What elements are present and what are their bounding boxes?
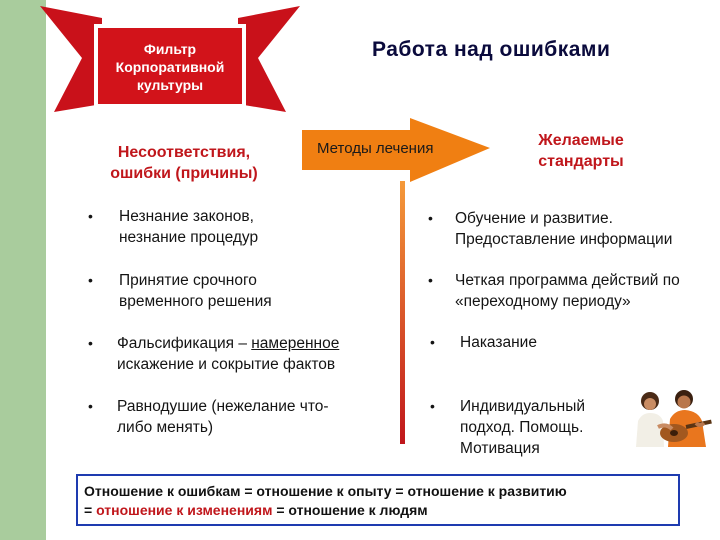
- bullet: •: [88, 335, 93, 351]
- summary-text-part: = отношение к людям: [272, 502, 428, 518]
- bullet: •: [88, 208, 93, 224]
- list-item-line: Незнание законов,: [119, 208, 254, 225]
- header-standards-line: Желаемые: [538, 132, 624, 149]
- list-item-text: Фальсификация –: [117, 335, 252, 352]
- list-item-line: Наказание: [460, 334, 537, 351]
- list-item-line: либо менять): [117, 419, 214, 436]
- summary-line: Отношение к ошибкам = отношение к опыту = отношение к развитию: [84, 483, 567, 499]
- banner-label: [100, 40, 240, 94]
- header-standards-line: стандарты: [538, 153, 624, 170]
- list-item-line: подход. Помощь.: [460, 419, 584, 436]
- list-item-underlined: намеренное: [251, 335, 340, 352]
- guitar-lesson-photo: [628, 387, 714, 447]
- list-item-line: «переходному периоду»: [455, 293, 631, 310]
- list-item: [455, 208, 672, 250]
- list-item-line: искажение и сокрытие фактов: [117, 356, 336, 373]
- list-item-line: Обучение и развитие.: [455, 210, 613, 227]
- column-divider: [400, 181, 405, 444]
- bullet: •: [428, 272, 433, 288]
- header-causes-line: ошибки (причины): [110, 165, 258, 182]
- list-item-line: Принятие срочного: [119, 272, 257, 289]
- header-standards: [506, 130, 656, 172]
- list-item: [455, 270, 717, 312]
- header-methods: Методы лечения: [317, 140, 434, 157]
- list-item-line: Мотивация: [460, 440, 540, 457]
- header-causes: [90, 142, 278, 184]
- header-causes-line: Несоответствия,: [117, 144, 251, 161]
- list-item-line: незнание процедур: [119, 229, 259, 246]
- summary-highlight: отношение к изменениям: [96, 502, 273, 518]
- list-item-line: Равнодушие (нежелание что-: [117, 398, 329, 415]
- bullet: •: [430, 334, 435, 350]
- list-item: [119, 270, 272, 312]
- list-item: [119, 206, 258, 248]
- bullet: •: [88, 398, 93, 414]
- bullet: •: [88, 272, 93, 288]
- list-item: [117, 333, 339, 375]
- banner-line: культуры: [136, 77, 204, 93]
- list-item: [117, 396, 329, 438]
- banner-line: Корпоративной: [115, 59, 225, 75]
- bullet: •: [430, 398, 435, 414]
- bullet: •: [428, 210, 433, 226]
- list-item-line: Индивидуальный: [460, 398, 586, 415]
- summary-text: [84, 482, 674, 520]
- summary-line: [84, 501, 674, 520]
- list-item: [460, 332, 537, 353]
- list-item-line: Предоставление информации: [455, 231, 673, 248]
- summary-text-part: =: [84, 502, 97, 518]
- list-item-line: [117, 333, 339, 354]
- page-title: Работа над ошибками: [372, 38, 611, 61]
- list-item: [460, 396, 585, 459]
- list-item-line: временного решения: [119, 293, 272, 310]
- list-item-line: Четкая программа действий по: [455, 272, 680, 289]
- banner-line: Фильтр: [143, 41, 197, 57]
- summary-box: [76, 474, 680, 526]
